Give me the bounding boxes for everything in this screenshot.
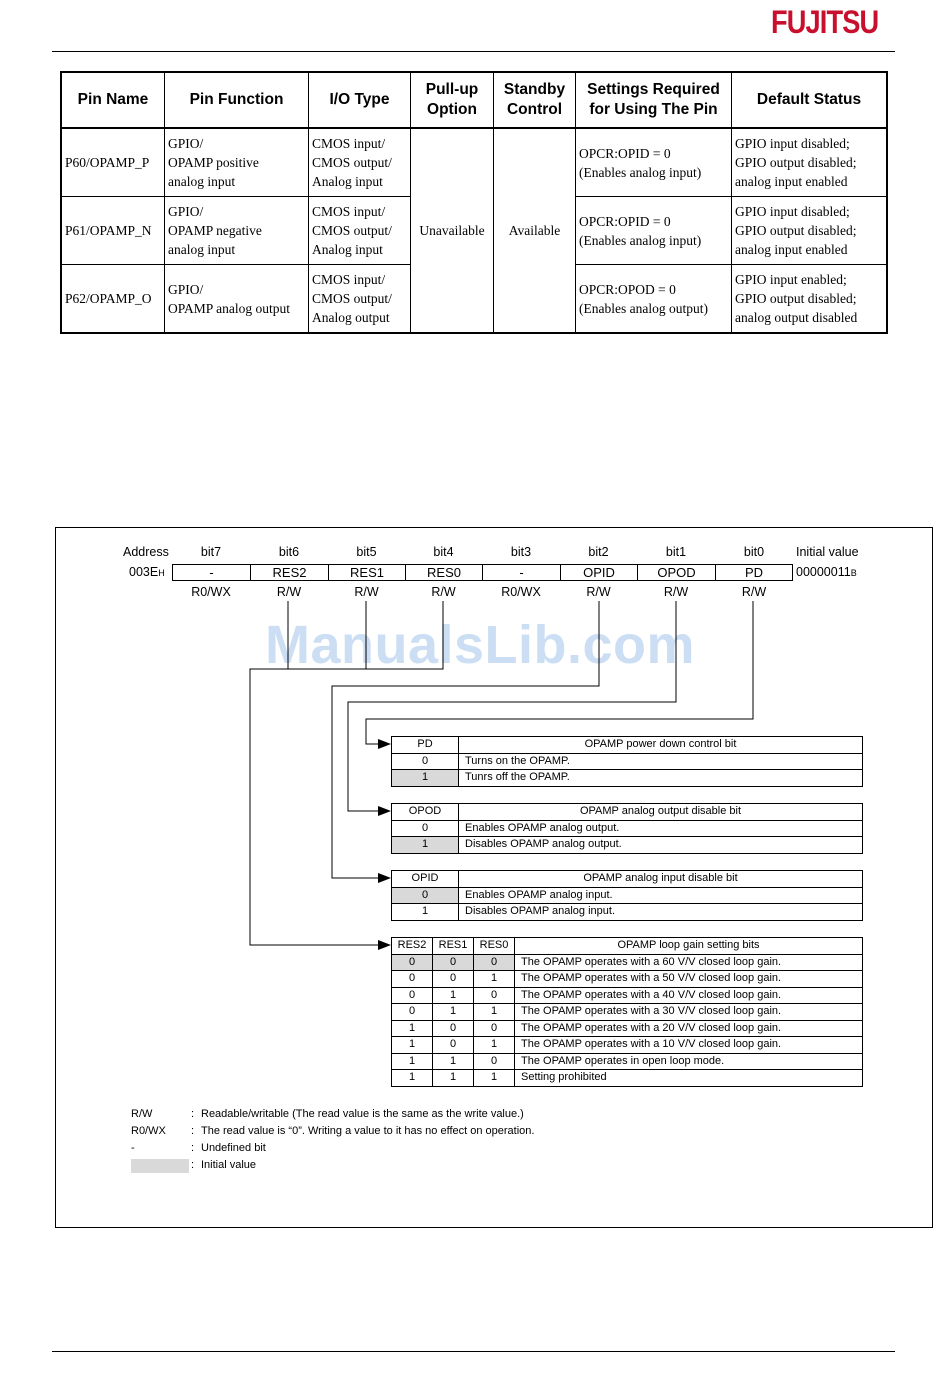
res0-name: RES0 [474,938,515,955]
opod-title: OPAMP analog output disable bit [459,804,863,821]
res-desc: The OPAMP operates with a 30 V/V closed loop gain. [515,1004,863,1021]
res0-value: 0 [474,987,515,1004]
address-value: 003EH [129,565,165,579]
table-row [392,954,863,971]
res1-value: 0 [433,971,474,988]
io-type: CMOS input/ CMOS output/ Analog output [309,265,411,334]
res-desc: The OPAMP operates in open loop mode. [515,1053,863,1070]
pin-name: P60/OPAMP_P [61,128,165,197]
bit4-cell: RES0 [405,564,483,581]
pd-desc: Turns on the OPAMP. [459,753,863,770]
opod-name: OPOD [392,804,459,821]
bit7-access: R0/WX [191,585,231,599]
bit2-label: bit2 [588,545,609,559]
settings-required: OPCR:OPID = 0 (Enables analog input) [576,128,732,197]
table-row [392,1070,863,1087]
bit4-label: bit4 [433,545,454,559]
legend-desc: Readable/writable (The read value is the same as the write value.) [201,1108,524,1120]
pullup-option: Unavailable [411,128,494,333]
res-desc: Setting prohibited [515,1070,863,1087]
bit0-cell: PD [715,564,793,581]
address-label: Address [123,545,169,559]
res-desc: The OPAMP operates with a 10 V/V closed loop gain. [515,1037,863,1054]
res-desc: The OPAMP operates with a 50 V/V closed loop gain. [515,971,863,988]
pd-bit-table [391,736,863,787]
pd-value-initial: 1 [392,770,459,787]
opid-name: OPID [392,871,459,888]
table-row [392,904,863,921]
bit6-cell: RES2 [250,564,329,581]
table-row [392,887,863,904]
bit1-access: R/W [663,585,689,599]
res0-value: 1 [474,1037,515,1054]
res1-value: 1 [433,1053,474,1070]
res2-value: 0 [392,954,433,971]
res-arrow [378,940,391,950]
default-status: GPIO input disabled; GPIO output disabled; analog input enabled [732,128,888,197]
opid-value-initial: 0 [392,887,459,904]
res-desc: The OPAMP operates with a 40 V/V closed loop gain. [515,987,863,1004]
table-header [392,804,863,821]
opod-value-initial: 1 [392,837,459,854]
opod-value: 0 [392,820,459,837]
legend-key: R/W [131,1108,153,1120]
opid-value: 1 [392,904,459,921]
pin-function: GPIO/ OPAMP negative analog input [165,197,309,265]
legend-key: - [131,1142,135,1154]
res0-value: 0 [474,954,515,971]
bit3-cell: - [482,564,561,581]
standby-control: Available [494,128,576,333]
col-standby: Standby Control [494,72,576,128]
pd-title: OPAMP power down control bit [459,737,863,754]
pd-value: 0 [392,753,459,770]
pd-arrow [378,739,391,749]
initial-value-swatch [131,1159,189,1173]
res-bit-table [391,937,863,1087]
res2-value: 0 [392,987,433,1004]
pin-name: P61/OPAMP_N [61,197,165,265]
res1-value: 1 [433,1004,474,1021]
settings-required: OPCR:OPOD = 0 (Enables analog output) [576,265,732,334]
table-row [392,1004,863,1021]
legend-desc: The read value is “0”. Writing a value to it has no effect on operation. [201,1125,535,1137]
col-pin-name: Pin Name [61,72,165,128]
pd-desc: Tunrs off the OPAMP. [459,770,863,787]
res2-value: 1 [392,1037,433,1054]
table-row [392,1053,863,1070]
res-desc: The OPAMP operates with a 20 V/V closed loop gain. [515,1020,863,1037]
opod-arrow [378,806,391,816]
table-row [392,837,863,854]
opod-desc: Disables OPAMP analog output. [459,837,863,854]
res1-value: 1 [433,987,474,1004]
default-status: GPIO input disabled; GPIO output disabled; analog input enabled [732,197,888,265]
res2-value: 1 [392,1020,433,1037]
res1-value: 1 [433,1070,474,1087]
res-desc: The OPAMP operates with a 60 V/V closed loop gain. [515,954,863,971]
footer-divider [52,1351,895,1352]
opod-desc: Enables OPAMP analog output. [459,820,863,837]
opod-bit-table [391,803,863,854]
res2-value: 0 [392,1004,433,1021]
res1-name: RES1 [433,938,474,955]
table-row [392,987,863,1004]
bit6-label: bit6 [278,545,300,559]
table-row [392,753,863,770]
pin-name: P62/OPAMP_O [61,265,165,334]
initial-value-label: Initial value [796,545,859,559]
table-header [392,938,863,955]
col-default-status: Default Status [732,72,888,128]
table-row [392,971,863,988]
legend-key: R0/WX [131,1125,166,1137]
bit0-label: bit0 [743,545,765,559]
opid-desc: Enables OPAMP analog input. [459,887,863,904]
bit5-cell: RES1 [328,564,406,581]
res2-value: 0 [392,971,433,988]
bit1-cell: OPOD [637,564,716,581]
res1-value: 0 [433,1037,474,1054]
res0-value: 0 [474,1020,515,1037]
initial-value: 00000011B [796,565,857,579]
col-settings: Settings Required for Using The Pin [576,72,732,128]
legend-desc: Undefined bit [201,1142,266,1154]
res-title: OPAMP loop gain setting bits [515,938,863,955]
table-header [392,871,863,888]
bit5-access: R/W [354,585,379,599]
table-row [392,1020,863,1037]
bit1-label: bit1 [665,545,687,559]
pd-connector [366,601,753,744]
bit3-access: R0/WX [501,585,541,599]
res2-name: RES2 [392,938,433,955]
watermark: ManualsLib.com [265,615,696,675]
res1-value: 0 [433,1020,474,1037]
table-row [392,1037,863,1054]
pin-function: GPIO/ OPAMP analog output [165,265,309,334]
legend-desc: Initial value [201,1159,257,1171]
table-row [392,820,863,837]
opid-desc: Disables OPAMP analog input. [459,904,863,921]
io-type: CMOS input/ CMOS output/ Analog input [309,128,411,197]
bit2-cell: OPID [560,564,638,581]
bit5-label: bit5 [356,545,377,559]
res0-value: 1 [474,1004,515,1021]
bit6-access: R/W [276,585,302,599]
res0-value: 1 [474,1070,515,1087]
bit3-label: bit3 [510,545,532,559]
io-type: CMOS input/ CMOS output/ Analog input [309,197,411,265]
res2-value: 1 [392,1070,433,1087]
col-pin-function: Pin Function [165,72,309,128]
table-row [392,770,863,787]
bit2-access: R/W [586,585,611,599]
opid-title: OPAMP analog input disable bit [459,871,863,888]
col-io-type: I/O Type [309,72,411,128]
default-status: GPIO input enabled; GPIO output disabled; analog output disabled [732,265,888,334]
bit7-cell: - [172,564,251,581]
opid-arrow [378,873,391,883]
pd-name: PD [392,737,459,754]
res2-value: 1 [392,1053,433,1070]
bit0-access: R/W [741,585,767,599]
res0-value: 0 [474,1053,515,1070]
bit4-access: R/W [431,585,456,599]
bit7-label: bit7 [200,545,222,559]
res1-value: 0 [433,954,474,971]
opid-bit-table [391,870,863,921]
settings-required: OPCR:OPID = 0 (Enables analog input) [576,197,732,265]
res0-value: 1 [474,971,515,988]
table-header [392,737,863,754]
pin-function: GPIO/ OPAMP positive analog input [165,128,309,197]
col-pullup: Pull-up Option [411,72,494,128]
fujitsu-logo: FUJITSU [770,4,878,40]
